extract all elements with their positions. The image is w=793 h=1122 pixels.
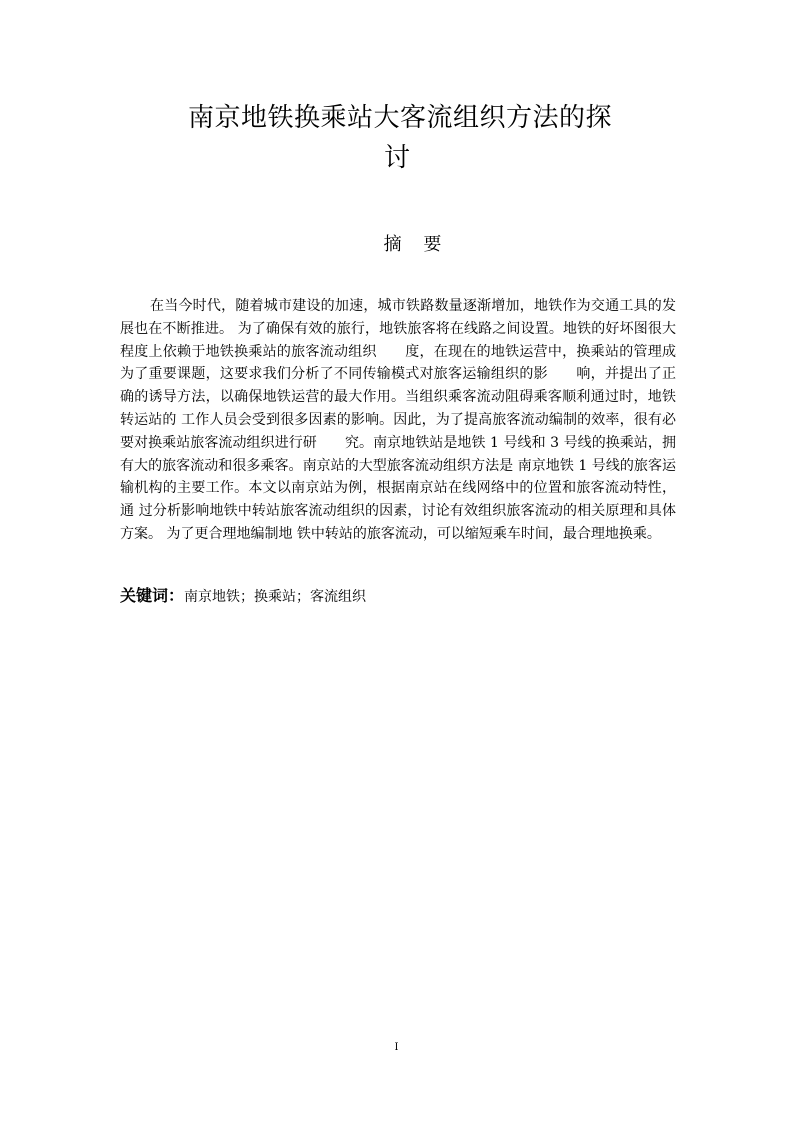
- keywords-line: [120, 583, 676, 606]
- paper-title-line-1: 南京地铁换乘站大客流组织方法的探: [188, 103, 613, 133]
- keywords-value: 南京地铁；换乘站；客流组织: [184, 589, 367, 605]
- keywords-label: 关键词：: [120, 586, 185, 605]
- paper-title: [188, 98, 668, 178]
- abstract-heading: 摘 要: [383, 234, 450, 255]
- paper-title-line-2: 讨: [384, 143, 411, 173]
- abstract-body: 在当今时代，随着城市建设的加速，城市铁路数量逐渐增加，地铁作为交通工具的发展也在不断推进。 为了确保有效的旅行，地铁旅客将在线路之间设置。地铁的好坏图很大程度上依赖于地铁换乘站的旅客流动组织 度，在现在的地铁运营中，换乘站的管理成为了重要课题，这要求我们分析了不同传输模式对旅客运输组织的影 响，并提出了正确的诱导方法，以确保地铁运营的最大作用。当组织乘客流动阻碍乘客顺利通过时，地铁转运站的 工作人员会受到很多因素的影响。因此，为了提高旅客流动编制的效率，很有必要对换乘站旅客流动组织进行研 究。南京地铁站是地铁 1 号线和 3 号线的换乘站，拥有大的旅客流动和很多乘客。南京站的大型旅客流动组织方法是 南京地铁 1 号线的旅客运输机构的主要工作。本文以南京站为例，根据南京站在线网络中的位置和旅客流动特性，通 过分析影响地铁中转站旅客流动组织的因素，讨论有效组织旅客流动的相关原理和具体方案。 为了更合理地编制地 铁中转站的旅客流动，可以缩短乘车时间，最合理地换乘。: [120, 298, 676, 542]
- page-number: I: [394, 1042, 399, 1053]
